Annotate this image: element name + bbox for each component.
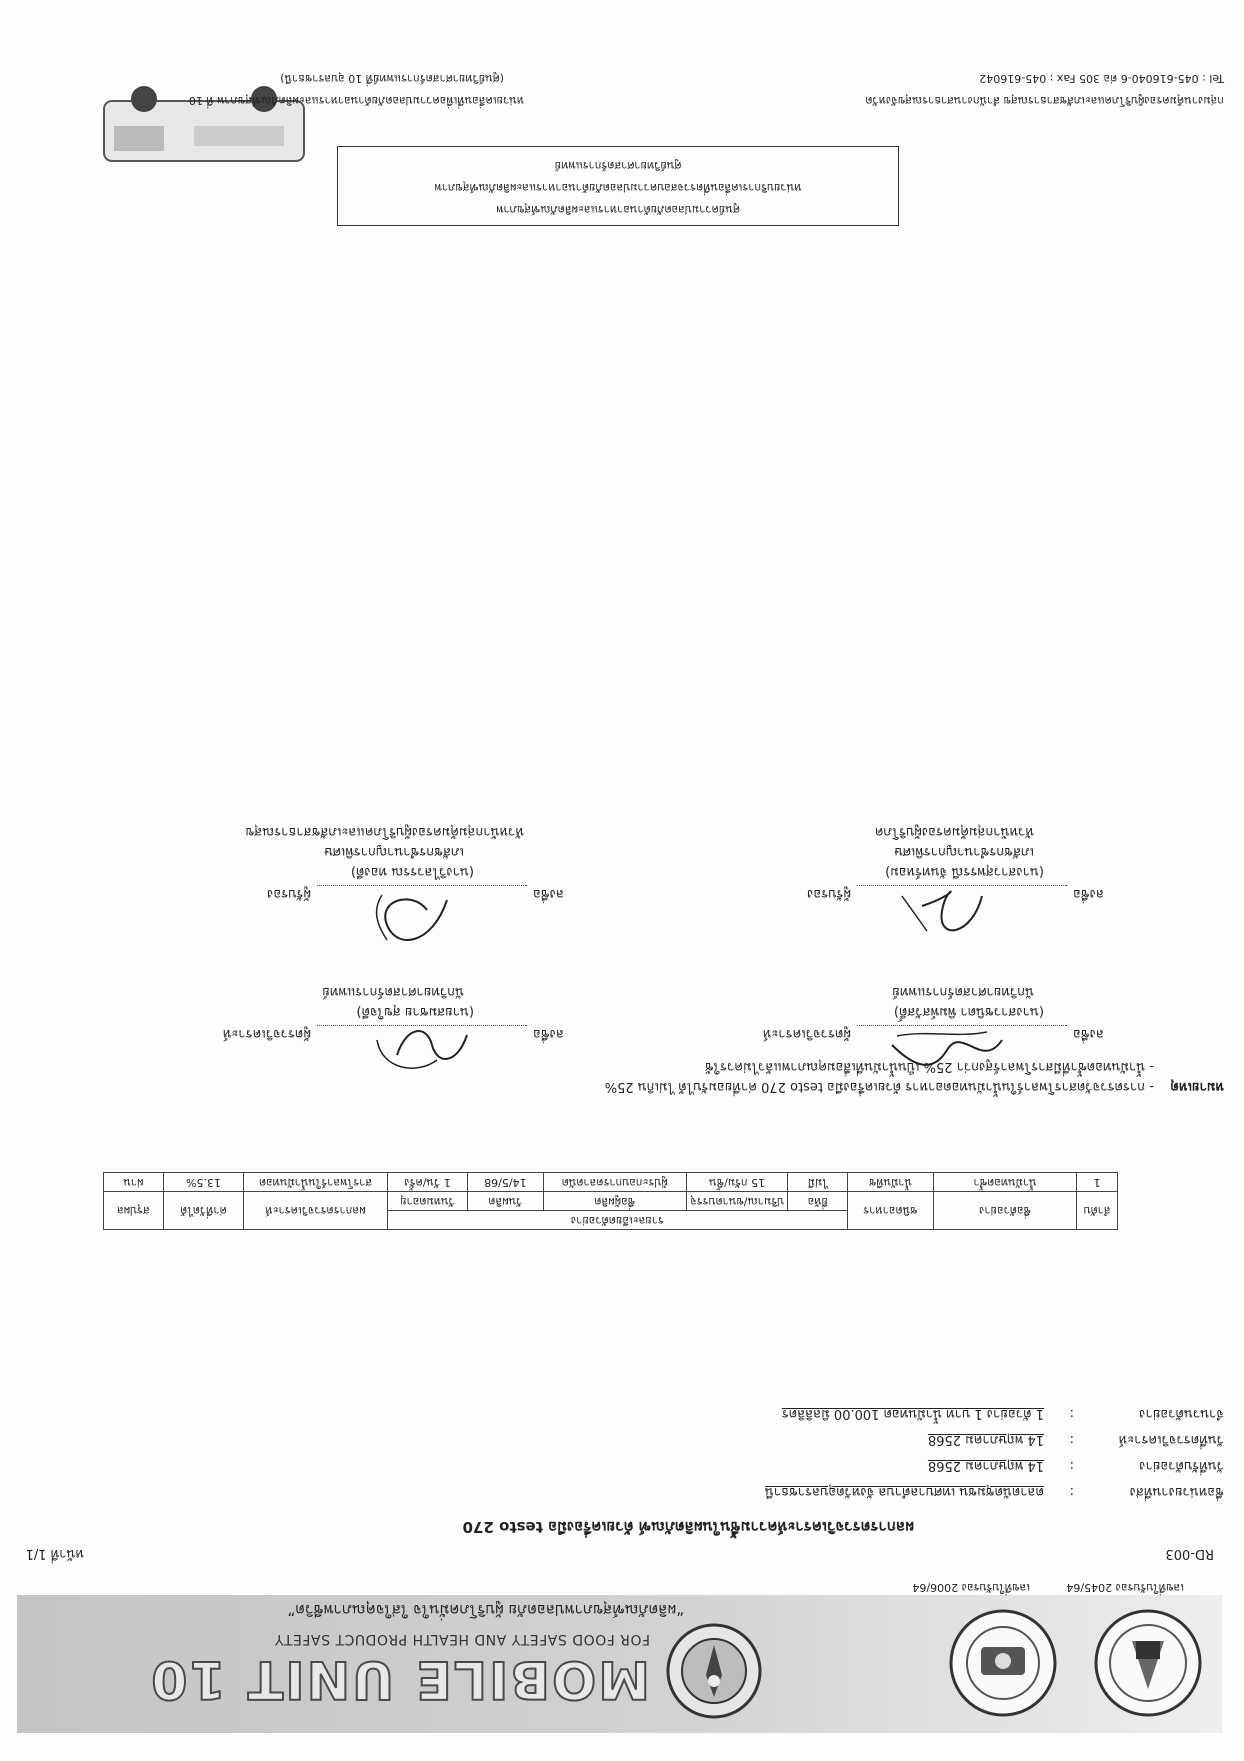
- signature-prefix: ลงชื่อ: [533, 886, 564, 901]
- note-line: - การตรวจวัดสารโพลาร์ในน้ำมันทอดอาหาร ด้วยเครื่องมือ testo 270 ค่าที่ยอมรับได้ ไม่เกิน 25%: [604, 1079, 1154, 1094]
- signature-block: [134, 983, 564, 1041]
- signer-extra: หัวหน้ากลุ่มคุ้มครองผู้บริโภค: [874, 824, 1034, 839]
- table-cell: สารโพลาร์ในน้ำมันทอด: [244, 1173, 387, 1192]
- table-cell: 1: [1077, 1173, 1118, 1192]
- signer-name: (นางสาวชนิดา พิมพ์สวัสดิ์): [893, 1004, 1044, 1019]
- signature-role: ผู้ตรวจวิเคราะห์: [762, 1026, 852, 1041]
- signer-position: เภสัชกรชำนาญการพิเศษ: [324, 844, 464, 859]
- signer-position: เภสัชกรชำนาญการพิเศษ: [894, 844, 1034, 859]
- info-row: [224, 1421, 1224, 1447]
- signer-name: (นายสมชาย สุขใจดี): [356, 1004, 474, 1019]
- table-cell: ผู้ประกอบการตลาดนัด: [543, 1173, 686, 1192]
- table-cell: 14/5/68: [468, 1173, 543, 1192]
- signer-name: (นางวิไลวรรณ ทองดี): [350, 864, 474, 879]
- footer-box-line: ศูนย์ความปลอดภัยด้านอาหารและผลิตภัณฑ์สุขภาพ: [496, 203, 740, 216]
- column-header: วันผลิต: [468, 1192, 543, 1211]
- table-cell: 15 กรัม/ชิ้น: [686, 1173, 788, 1192]
- signer-position: นักวิทยาศาสตร์การแพทย์: [322, 984, 464, 999]
- mobile-unit-van-icon: [84, 71, 314, 191]
- table-cell: ผ่าน: [104, 1173, 164, 1192]
- signature-line: [857, 1025, 1067, 1040]
- department-seal-icon: [947, 1607, 1059, 1719]
- column-header: ชื่อตัวอย่าง: [933, 1192, 1076, 1230]
- info-label: ชื่อหน่วยงานที่ส่ง: [1129, 1484, 1224, 1499]
- signature-block: [44, 823, 564, 901]
- column-header: วันหมดอายุ: [387, 1192, 468, 1211]
- info-separator: :: [1069, 1432, 1074, 1447]
- column-header: ชื่อผู้ผลิต: [543, 1192, 686, 1211]
- footer-org-right: หน่วยเคลื่อนที่เพื่อความปลอดภัยด้านอาหารและผลิตภัณฑ์สุขภาพ ที่ 10: [188, 94, 524, 107]
- signature-line: [317, 1025, 527, 1040]
- info-value: ตลาดนัดชุมชน เทศบาลตำบล จังหวัดอุบลราชธานี: [764, 1484, 1044, 1499]
- table-header-row: [104, 1211, 1118, 1230]
- signature-role: ผู้ตรวจวิเคราะห์: [222, 1026, 312, 1041]
- sample-info: [224, 1395, 1224, 1499]
- banner-slogan: “ผลิตภัณฑ์สุขภาพปลอดภัย ผู้บริโภคมั่นใจ ใส่ใจคุณภาพชีวิต”: [287, 1601, 684, 1619]
- footer-box-line: หน่วยบริการเคลื่อนที่ตรวจสอบความปลอดภัยด้านอาหารและผลิตภัณฑ์สุขภาพ: [434, 181, 802, 194]
- banner-subtitle: FOR FOOD SAFETY AND HEALTH PRODUCT SAFETY: [274, 1631, 650, 1647]
- signer-position: นักวิทยาศาสตร์การแพทย์: [892, 984, 1034, 999]
- footer-contact-right: (ศูนย์วิทยาศาสตร์การแพทย์ที่ 10 อุบลราชธานี): [280, 72, 504, 85]
- column-header: สรุปผล: [104, 1192, 164, 1230]
- handwritten-signature-icon: [357, 1020, 477, 1080]
- signature-block: [674, 983, 1104, 1041]
- signer-name: (นางสาวสุพรรณี จันทร์หอม): [885, 864, 1044, 879]
- footer-contact-left: Tel : 045-616040-6 ต่อ 305 Fax : 045-616042: [979, 72, 1224, 85]
- signature-prefix: ลงชื่อ: [1073, 886, 1104, 901]
- table-cell: 1 วัน/ครั้ง: [387, 1173, 468, 1192]
- footer-org-left: กลุ่มงานคุ้มครองผู้บริโภคและเภสัชสาธารณสุข สำนักงานสาธารณสุขจังหวัด: [865, 94, 1224, 107]
- signature-role: ผู้รับรอง: [807, 886, 852, 901]
- table-cell: น้ำมันทอดซ้ำ: [933, 1173, 1076, 1192]
- info-label: จำนวนตัวอย่าง: [1139, 1406, 1224, 1421]
- info-value: 14 พฤษภาคม 2568: [927, 1432, 1044, 1447]
- info-label: วันที่รับตัวอย่าง: [1139, 1458, 1224, 1473]
- group-header: รายละเอียดตัวอย่าง: [387, 1211, 847, 1230]
- signature-prefix: ลงชื่อ: [533, 1026, 564, 1041]
- info-label: วันที่ตรวจวิเคราะห์: [1118, 1432, 1224, 1447]
- certificate-number-left: เลขที่ใบรับรอง 2045/64: [1066, 1581, 1184, 1594]
- info-row: [224, 1473, 1224, 1499]
- handwritten-signature-icon: [877, 886, 997, 946]
- column-header: ผลการตรวจวิเคราะห์: [244, 1192, 387, 1230]
- handwritten-signature-icon: [887, 1020, 1007, 1080]
- signature-role: ผู้รับรอง: [267, 886, 312, 901]
- signer-extra: หัวหน้ากลุ่มคุ้มครองผู้บริโภคและเภสัชสาธารณสุข: [245, 824, 524, 839]
- signature-block: [644, 823, 1104, 901]
- info-row: [224, 1395, 1224, 1421]
- table-cell: น้ำมันพืช: [848, 1173, 934, 1192]
- column-header: ยี่ห้อ: [788, 1192, 848, 1211]
- report-title: ผลการตรวจวิเคราะห์ความชื้นในผลิตภัณฑ์ ด้วยเครื่องมือ testo 270: [462, 1518, 914, 1536]
- column-header: ปริมาณ/ขนาดบรรจุ: [686, 1192, 788, 1211]
- note-line: - น้ำมันทอดซ้ำที่มีสารโพลาร์สูงกว่า 25% เป็นน้ำมันที่เสื่อมคุณภาพแล้วไม่ควรใช้: [704, 1059, 1154, 1074]
- results-table: [103, 1172, 1118, 1230]
- column-header: ชนิดอาหาร: [848, 1192, 934, 1230]
- certificate-number-right: เลขที่ใบรับรอง 2006/64: [912, 1581, 1030, 1594]
- signature-line: [317, 885, 527, 900]
- info-separator: :: [1069, 1484, 1074, 1499]
- page-number: หน้าที่ 1/1: [25, 1546, 84, 1561]
- handwritten-signature-icon: [347, 890, 467, 950]
- signature-line: [857, 885, 1067, 900]
- column-header: ค่าที่วัดได้: [163, 1192, 244, 1230]
- info-value: 14 พฤษภาคม 2568: [927, 1458, 1044, 1473]
- info-value: 1 ตัวอย่าง 1 บาท น้ำมันทอด 100.00 มิลลิลิตร: [781, 1406, 1044, 1421]
- info-separator: :: [1069, 1406, 1074, 1421]
- table-cell: 13.5%: [163, 1173, 244, 1192]
- footer-stamp-box: [337, 146, 899, 226]
- column-header: ลำดับ: [1077, 1192, 1118, 1230]
- info-separator: :: [1069, 1458, 1074, 1473]
- banner-title: MOBILE UNIT 10: [149, 1649, 650, 1709]
- table-cell: ไม่มี: [788, 1173, 848, 1192]
- note-label: หมายเหตุ: [1170, 1079, 1224, 1094]
- table-row: [104, 1173, 1118, 1192]
- fda-seal-icon: [1092, 1607, 1204, 1719]
- info-row: [224, 1447, 1224, 1473]
- document-code: RD-003: [1165, 1546, 1214, 1561]
- footer-box-line: ศูนย์วิทยาศาสตร์การแพทย์: [554, 159, 682, 172]
- signature-prefix: ลงชื่อ: [1073, 1026, 1104, 1041]
- ministry-public-health-seal-icon: [664, 1621, 764, 1721]
